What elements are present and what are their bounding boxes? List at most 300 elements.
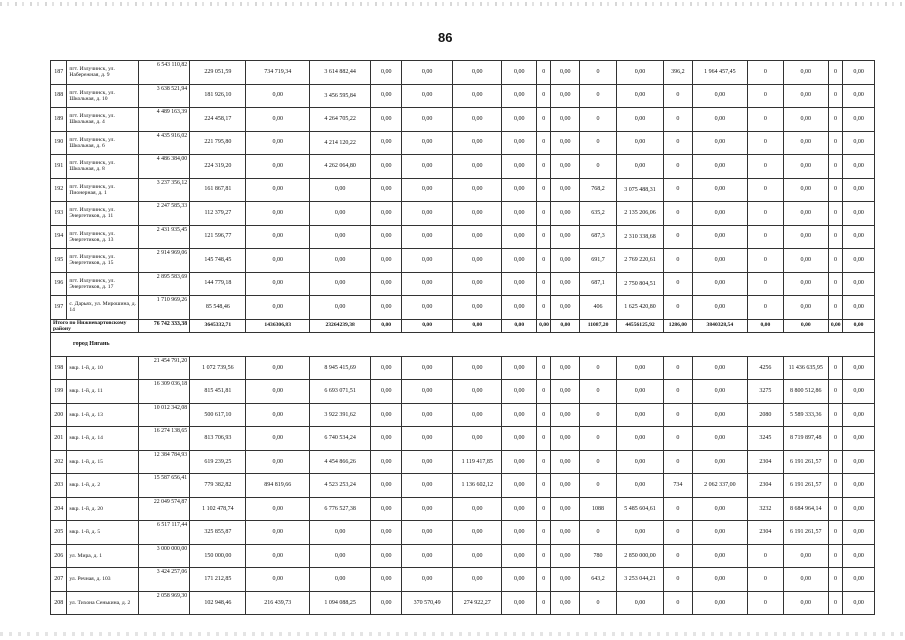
row-value-cell: 0,00 [692, 427, 747, 451]
row-value-cell: 0,00 [843, 497, 875, 521]
row-value-cell: 0 [828, 497, 842, 521]
row-value-cell: 0,00 [783, 544, 828, 568]
row-value-cell: 0 [747, 591, 783, 615]
row-address: пгт. Излучинск, ул. Школьная, д. 8 [67, 155, 139, 179]
row-value-cell: 0,00 [453, 131, 502, 155]
row-value-cell: 0 [537, 544, 551, 568]
row-value-cell: 3 614 882,44 [309, 61, 370, 85]
row-value-cell: 815 451,81 [190, 380, 246, 404]
row-number: 207 [51, 568, 67, 592]
row-value-cell: 779 382,82 [190, 474, 246, 498]
row-value-cell: 0,00 [246, 155, 309, 179]
row-value-cell: 0,00 [502, 272, 537, 296]
row-value-cell: 0,00 [551, 427, 580, 451]
row-value-cell: 0,00 [502, 544, 537, 568]
row-value-cell: 0,00 [371, 474, 402, 498]
row-value-cell: 0 [747, 155, 783, 179]
row-value-cell: 0,00 [783, 591, 828, 615]
row-value-cell: 0,00 [309, 202, 370, 226]
row-number: 195 [51, 249, 67, 273]
row-value-cell: 0,00 [309, 544, 370, 568]
total-cell: 44556125,92 [616, 319, 663, 332]
row-value-cell: 0,00 [551, 356, 580, 380]
row-number: 205 [51, 521, 67, 545]
row-value-cell: 0,00 [246, 568, 309, 592]
table-row [51, 450, 875, 474]
row-total-cost: 6 543 110,82 [139, 61, 190, 85]
row-value-cell: 0,00 [402, 427, 453, 451]
row-value-cell: 181 926,10 [190, 84, 246, 108]
row-value-cell: 0,00 [246, 202, 309, 226]
row-value-cell: 0,00 [371, 356, 402, 380]
row-value-cell: 4 523 253,24 [309, 474, 370, 498]
row-value-cell: 0,00 [692, 591, 747, 615]
row-value-cell: 216 439,73 [246, 591, 309, 615]
row-value-cell: 0,00 [692, 178, 747, 202]
row-value-cell: 0,00 [616, 403, 663, 427]
row-value-cell: 5 485 604,61 [616, 497, 663, 521]
row-value-cell: 0,00 [402, 155, 453, 179]
row-value-cell: 780 [580, 544, 617, 568]
row-value-cell: 0,00 [692, 296, 747, 320]
row-total-cost: 1 710 969,26 [139, 296, 190, 320]
row-value-cell: 0 [747, 178, 783, 202]
row-value-cell: 0,00 [783, 272, 828, 296]
row-value-cell: 0 [537, 202, 551, 226]
row-value-cell: 0,00 [502, 568, 537, 592]
row-value-cell: 0 [664, 591, 693, 615]
row-value-cell: 0,00 [692, 568, 747, 592]
row-value-cell: 0,00 [692, 497, 747, 521]
row-value-cell: 161 867,81 [190, 178, 246, 202]
row-value-cell: 0,00 [692, 450, 747, 474]
row-value-cell: 0,00 [551, 272, 580, 296]
row-value-cell: 0,00 [402, 497, 453, 521]
row-value-cell: 0,00 [692, 131, 747, 155]
section-header-row [51, 332, 875, 356]
row-value-cell: 0 [828, 591, 842, 615]
row-value-cell: 4256 [747, 356, 783, 380]
row-value-cell: 0,00 [616, 108, 663, 132]
row-value-cell: 0,00 [371, 249, 402, 273]
row-value-cell: 0 [537, 225, 551, 249]
total-cell: 23264239,38 [309, 319, 370, 332]
row-value-cell: 0,00 [843, 249, 875, 273]
row-value-cell: 0,00 [551, 403, 580, 427]
row-value-cell: 0,00 [551, 131, 580, 155]
row-value-cell: 0,00 [502, 356, 537, 380]
row-value-cell: 3232 [747, 497, 783, 521]
row-address: пгт. Излучинск, ул. Энергетиков, д. 17 [67, 272, 139, 296]
row-value-cell: 0,00 [402, 521, 453, 545]
row-value-cell: 0,00 [453, 403, 502, 427]
row-value-cell: 1 625 420,80 [616, 296, 663, 320]
row-value-cell: 0 [537, 380, 551, 404]
row-value-cell: 0 [580, 61, 617, 85]
row-value-cell: 0,00 [309, 178, 370, 202]
row-value-cell: 0,00 [371, 108, 402, 132]
row-value-cell: 0,00 [616, 61, 663, 85]
row-value-cell: 0,00 [246, 356, 309, 380]
row-total-cost: 2 914 969,06 [139, 249, 190, 273]
row-value-cell: 5 589 333,36 [783, 403, 828, 427]
row-value-cell: 0,00 [246, 131, 309, 155]
row-value-cell: 0 [828, 568, 842, 592]
row-value-cell: 0,00 [551, 155, 580, 179]
row-value-cell: 0,00 [371, 497, 402, 521]
row-value-cell: 0 [664, 521, 693, 545]
row-value-cell: 2304 [747, 474, 783, 498]
row-value-cell: 0,00 [502, 296, 537, 320]
row-number: 196 [51, 272, 67, 296]
row-value-cell: 0 [580, 131, 617, 155]
row-value-cell: 0,00 [692, 155, 747, 179]
row-total-cost: 4 435 916,02 [139, 131, 190, 155]
row-value-cell: 145 748,45 [190, 249, 246, 273]
row-number: 187 [51, 61, 67, 85]
row-value-cell: 0,00 [843, 356, 875, 380]
total-cell: 0,00 [843, 319, 875, 332]
row-value-cell: 0,00 [692, 380, 747, 404]
row-value-cell: 0 [747, 84, 783, 108]
row-number: 191 [51, 155, 67, 179]
row-value-cell: 0 [580, 356, 617, 380]
row-value-cell: 0,00 [551, 568, 580, 592]
row-value-cell: 0,00 [246, 427, 309, 451]
row-value-cell: 0 [580, 427, 617, 451]
row-address: мкр. 1-й, д. 14 [67, 427, 139, 451]
row-value-cell: 0,00 [551, 108, 580, 132]
row-value-cell: 0,00 [692, 403, 747, 427]
row-value-cell: 0,00 [402, 296, 453, 320]
row-value-cell: 171 212,85 [190, 568, 246, 592]
row-value-cell: 0,00 [551, 225, 580, 249]
row-value-cell: 0,00 [371, 380, 402, 404]
row-value-cell: 0,00 [551, 544, 580, 568]
row-value-cell: 0,00 [371, 296, 402, 320]
row-value-cell: 6 740 534,24 [309, 427, 370, 451]
row-value-cell: 0 [580, 450, 617, 474]
row-value-cell: 0,00 [692, 544, 747, 568]
row-total-cost: 4 489 163,39 [139, 108, 190, 132]
row-value-cell: 150 000,00 [190, 544, 246, 568]
row-number: 200 [51, 403, 67, 427]
row-value-cell: 0 [664, 178, 693, 202]
row-value-cell: 0 [537, 272, 551, 296]
table-row [51, 249, 875, 273]
row-address: мкр. 1-й, д. 11 [67, 380, 139, 404]
row-value-cell: 0,00 [692, 356, 747, 380]
row-value-cell: 0 [828, 474, 842, 498]
row-value-cell: 0,00 [453, 61, 502, 85]
row-value-cell: 0,00 [843, 108, 875, 132]
row-value-cell: 0,00 [309, 225, 370, 249]
row-value-cell: 0,00 [371, 521, 402, 545]
row-number: 208 [51, 591, 67, 615]
row-total-cost: 15 587 656,41 [139, 474, 190, 498]
row-number: 192 [51, 178, 67, 202]
row-value-cell: 0,00 [843, 155, 875, 179]
row-value-cell: 3 922 391,62 [309, 403, 370, 427]
row-value-cell: 0,00 [453, 225, 502, 249]
table-body-nizhnevartovsk [51, 61, 875, 320]
table-row [51, 296, 875, 320]
row-value-cell: 691,7 [580, 249, 617, 273]
row-value-cell: 0,00 [843, 61, 875, 85]
row-address: ул. Мира, д. 1 [67, 544, 139, 568]
row-value-cell: 0,00 [309, 249, 370, 273]
row-value-cell: 0 [580, 84, 617, 108]
table-row [51, 131, 875, 155]
row-value-cell: 2 062 337,00 [692, 474, 747, 498]
row-total-cost: 22 049 574,87 [139, 497, 190, 521]
row-value-cell: 0,00 [502, 474, 537, 498]
row-value-cell: 0,00 [616, 380, 663, 404]
row-value-cell: 3245 [747, 427, 783, 451]
row-value-cell: 0,00 [502, 108, 537, 132]
row-value-cell: 0,00 [402, 108, 453, 132]
section-title-nyagan: город Нягань [51, 332, 875, 356]
row-value-cell: 0 [828, 427, 842, 451]
row-value-cell: 0 [664, 427, 693, 451]
row-value-cell: 0,00 [453, 544, 502, 568]
row-number: 198 [51, 356, 67, 380]
row-value-cell: 4 262 064,80 [309, 155, 370, 179]
row-value-cell: 0,00 [246, 249, 309, 273]
row-value-cell: 0,00 [246, 403, 309, 427]
row-value-cell: 0,00 [502, 427, 537, 451]
row-value-cell: 0,00 [692, 272, 747, 296]
row-address: пгт. Излучинск, ул. Школьная, д. 4 [67, 108, 139, 132]
row-value-cell: 0,00 [402, 568, 453, 592]
row-value-cell: 0,00 [783, 131, 828, 155]
row-value-cell: 0,00 [616, 84, 663, 108]
row-value-cell: 0,00 [692, 225, 747, 249]
row-value-cell: 0 [537, 591, 551, 615]
row-value-cell: 0,00 [783, 568, 828, 592]
row-value-cell: 8 684 964,14 [783, 497, 828, 521]
row-value-cell: 0,00 [402, 249, 453, 273]
row-value-cell: 0,00 [371, 202, 402, 226]
table-row [51, 568, 875, 592]
row-value-cell: 3 456 595,84 [309, 84, 370, 108]
row-value-cell: 0 [664, 544, 693, 568]
row-value-cell: 0,00 [551, 474, 580, 498]
row-value-cell: 0,00 [453, 272, 502, 296]
row-value-cell: 0 [747, 249, 783, 273]
row-value-cell: 2 135 206,06 [616, 202, 663, 226]
row-value-cell: 0,00 [783, 225, 828, 249]
housing-repair-table [50, 60, 875, 615]
row-value-cell: 0 [747, 544, 783, 568]
row-value-cell: 0 [537, 155, 551, 179]
row-value-cell: 0,00 [616, 427, 663, 451]
row-value-cell: 0,00 [246, 84, 309, 108]
row-value-cell: 1 094 088,25 [309, 591, 370, 615]
district-total-row [51, 319, 875, 332]
row-value-cell: 0,00 [246, 450, 309, 474]
row-value-cell: 0 [580, 155, 617, 179]
table-row [51, 84, 875, 108]
row-value-cell: 0,00 [616, 356, 663, 380]
row-value-cell: 0,00 [502, 403, 537, 427]
table-row [51, 155, 875, 179]
row-value-cell: 0,00 [371, 131, 402, 155]
row-address: пгт. Излучинск, ул. Энергетиков, д. 15 [67, 249, 139, 273]
row-value-cell: 0 [664, 249, 693, 273]
row-number: 197 [51, 296, 67, 320]
total-cell: 0,00 [537, 319, 551, 332]
row-value-cell: 0 [828, 544, 842, 568]
row-value-cell: 0 [537, 108, 551, 132]
row-value-cell: 0,00 [843, 272, 875, 296]
row-value-cell: 0,00 [843, 296, 875, 320]
row-value-cell: 2 750 804,51 [616, 272, 663, 296]
row-value-cell: 0,00 [402, 131, 453, 155]
row-value-cell: 0 [828, 202, 842, 226]
row-value-cell: 0 [747, 296, 783, 320]
row-value-cell: 370 570,49 [402, 591, 453, 615]
row-value-cell: 0,00 [551, 61, 580, 85]
total-cell: 1436306,83 [246, 319, 309, 332]
row-value-cell: 0 [828, 61, 842, 85]
row-value-cell: 8 800 512,86 [783, 380, 828, 404]
row-value-cell: 0,00 [692, 202, 747, 226]
row-value-cell: 0,00 [502, 84, 537, 108]
row-value-cell: 0,00 [246, 225, 309, 249]
row-value-cell: 6 191 261,57 [783, 521, 828, 545]
row-value-cell: 813 706,93 [190, 427, 246, 451]
row-value-cell: 0,00 [309, 296, 370, 320]
row-value-cell: 0,00 [551, 521, 580, 545]
row-value-cell: 0,00 [502, 131, 537, 155]
row-value-cell: 0,00 [783, 249, 828, 273]
row-value-cell: 0,00 [551, 202, 580, 226]
row-value-cell: 0,00 [371, 61, 402, 85]
row-value-cell: 224 458,17 [190, 108, 246, 132]
row-value-cell: 0,00 [502, 521, 537, 545]
row-value-cell: 0,00 [551, 178, 580, 202]
total-cell: 0,00 [453, 319, 502, 332]
row-value-cell: 0,00 [616, 521, 663, 545]
row-address: мкр. 1-й, д. 20 [67, 497, 139, 521]
row-total-cost: 3 000 000,00 [139, 544, 190, 568]
row-value-cell: 0,00 [502, 61, 537, 85]
row-value-cell: 0,00 [502, 450, 537, 474]
row-value-cell: 635,2 [580, 202, 617, 226]
row-value-cell: 0,00 [246, 544, 309, 568]
row-value-cell: 0,00 [616, 450, 663, 474]
row-value-cell: 1 119 417,85 [453, 450, 502, 474]
row-value-cell: 0,00 [502, 497, 537, 521]
row-value-cell: 221 795,80 [190, 131, 246, 155]
row-value-cell: 6 776 527,38 [309, 497, 370, 521]
table-row [51, 380, 875, 404]
row-value-cell: 102 948,46 [190, 591, 246, 615]
row-value-cell: 8 719 897,48 [783, 427, 828, 451]
row-value-cell: 274 922,27 [453, 591, 502, 615]
row-value-cell: 0 [537, 474, 551, 498]
row-number: 201 [51, 427, 67, 451]
row-value-cell: 0,00 [783, 178, 828, 202]
row-value-cell: 0 [580, 108, 617, 132]
row-value-cell: 4 214 120,22 [309, 131, 370, 155]
total-cell: 3840328,54 [692, 319, 747, 332]
row-value-cell: 3 075 488,31 [616, 178, 663, 202]
total-cell: 0,00 [502, 319, 537, 332]
row-value-cell: 0 [664, 568, 693, 592]
row-value-cell: 6 693 071,51 [309, 380, 370, 404]
row-value-cell: 1 964 457,45 [692, 61, 747, 85]
row-value-cell: 0,00 [783, 296, 828, 320]
row-total-cost: 2 247 585,33 [139, 202, 190, 226]
row-value-cell: 0,00 [843, 450, 875, 474]
row-value-cell: 734 [664, 474, 693, 498]
row-value-cell: 0,00 [246, 272, 309, 296]
row-value-cell: 0,00 [453, 380, 502, 404]
row-value-cell: 0,00 [453, 108, 502, 132]
row-value-cell: 0,00 [309, 521, 370, 545]
row-address: пгт. Излучинск, ул. Энергетиков, д. 11 [67, 202, 139, 226]
row-value-cell: 2304 [747, 521, 783, 545]
table-row [51, 225, 875, 249]
total-cell: 0,00 [371, 319, 402, 332]
row-value-cell: 0,00 [453, 178, 502, 202]
row-value-cell: 0 [664, 108, 693, 132]
row-value-cell: 0,00 [692, 521, 747, 545]
row-value-cell: 0 [828, 521, 842, 545]
row-address: пгт. Излучинск, ул. Школьная, д. 10 [67, 84, 139, 108]
row-value-cell: 0,00 [453, 296, 502, 320]
row-value-cell: 0 [664, 403, 693, 427]
row-value-cell: 0,00 [371, 544, 402, 568]
row-value-cell: 406 [580, 296, 617, 320]
row-value-cell: 0 [664, 356, 693, 380]
total-cell: 1286,00 [664, 319, 693, 332]
table-row [51, 474, 875, 498]
total-cell: 0,00 [747, 319, 783, 332]
row-value-cell: 0,00 [843, 568, 875, 592]
row-address: с. Дарьях, ул. Мирошина, д. 14 [67, 296, 139, 320]
total-cell: 0,00 [783, 319, 828, 332]
row-value-cell: 0 [828, 225, 842, 249]
row-value-cell: 0,00 [402, 544, 453, 568]
row-value-cell: 0,00 [453, 155, 502, 179]
row-value-cell: 0,00 [246, 296, 309, 320]
row-value-cell: 0,00 [502, 155, 537, 179]
table-row [51, 178, 875, 202]
row-value-cell: 0,00 [402, 202, 453, 226]
row-value-cell: 0 [828, 84, 842, 108]
row-value-cell: 6 191 261,57 [783, 450, 828, 474]
row-value-cell: 0,00 [453, 356, 502, 380]
row-value-cell: 0,00 [843, 591, 875, 615]
row-value-cell: 0,00 [453, 249, 502, 273]
row-total-cost: 3 424 257,06 [139, 568, 190, 592]
row-value-cell: 0,00 [502, 202, 537, 226]
row-value-cell: 0 [828, 403, 842, 427]
row-value-cell: 0 [664, 155, 693, 179]
scan-edge-bottom [0, 632, 905, 636]
row-value-cell: 2304 [747, 450, 783, 474]
row-value-cell: 0,00 [551, 249, 580, 273]
row-value-cell: 0 [664, 131, 693, 155]
row-total-cost: 2 058 969,30 [139, 591, 190, 615]
row-value-cell: 0,00 [843, 84, 875, 108]
row-value-cell: 0 [537, 450, 551, 474]
row-value-cell: 0 [664, 450, 693, 474]
row-value-cell: 0 [664, 272, 693, 296]
